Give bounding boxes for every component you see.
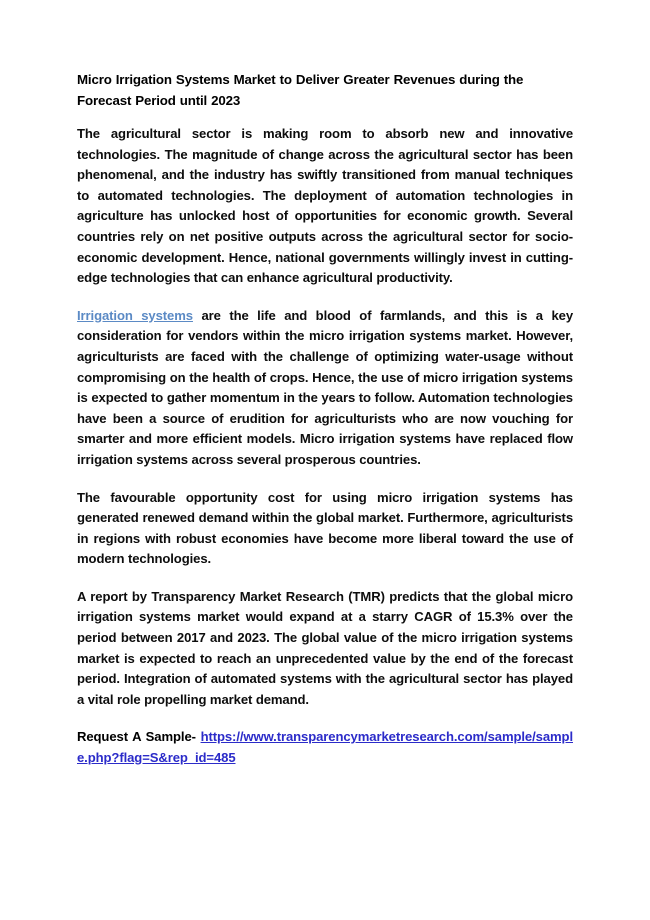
paragraph-irrigation-systems xyxy=(77,306,573,471)
paragraph-intro: The agricultural sector is making room to absorb new and innovative technologies. The magnitude of change across the agricultural sector has been phenomenal, and the industry has swiftly transitioned from manual techniques to automated technologies. The deployment of automation technologies in agriculture has unlocked host of opportunities for economic growth. Several countries rely on net positive outputs across the agricultural sector for socio-economic development. Hence, national governments willingly invest in cutting-edge technologies that can enhance agricultural productivity. xyxy=(77,126,573,286)
page-title: Micro Irrigation Systems Market to Deliver Greater Revenues during the Forecast Period until 2023 xyxy=(77,72,524,108)
document-content xyxy=(77,70,573,789)
inline-link-irrigation-systems[interactable]: Irrigation systems xyxy=(77,307,193,323)
sample-label: Sample- xyxy=(145,729,196,745)
request-sample-block xyxy=(77,727,573,789)
request-label-trailing: A xyxy=(132,729,141,745)
paragraph-opportunity-cost: The favourable opportunity cost for using micro irrigation systems has generated renewed demand within the global market. Furthermore, agriculturists in regions with robust economies have become more liberal toward the use of modern technologies. xyxy=(77,489,573,567)
paragraph-irrigation-systems-text: are the life and blood of farmlands, and this is a key consideration for vendors within the micro irrigation systems market. However, agriculturists are faced with the challenge of optimizing water-usage without compromising on the health of crops. Hence, the use of micro irrigation systems is expected to gather momentum in the years to follow. Automation technologies have been a source of erudition for agriculturists who are now vouching for smarter and more efficient models. Micro irrigation systems have replaced flow irrigation systems across several prosperous countries. xyxy=(77,307,573,467)
paragraph-tmr-report: A report by Transparency Market Research (TMR) predicts that the global micro irrigation systems market would expand at a starry CAGR of 15.3% over the period between 2017 and 2023. The global value of the micro irrigation systems market is expected to reach an unprecedented value by the end of the forecast period. Integration of automated systems with the agricultural sector has played a vital role propelling market demand. xyxy=(77,588,573,707)
request-label: Request xyxy=(77,729,128,745)
sample-request-url-link[interactable]: https://www.transparencymarketresearch.com/sample/sample.php?flag=S&rep_id=485 xyxy=(77,729,573,766)
